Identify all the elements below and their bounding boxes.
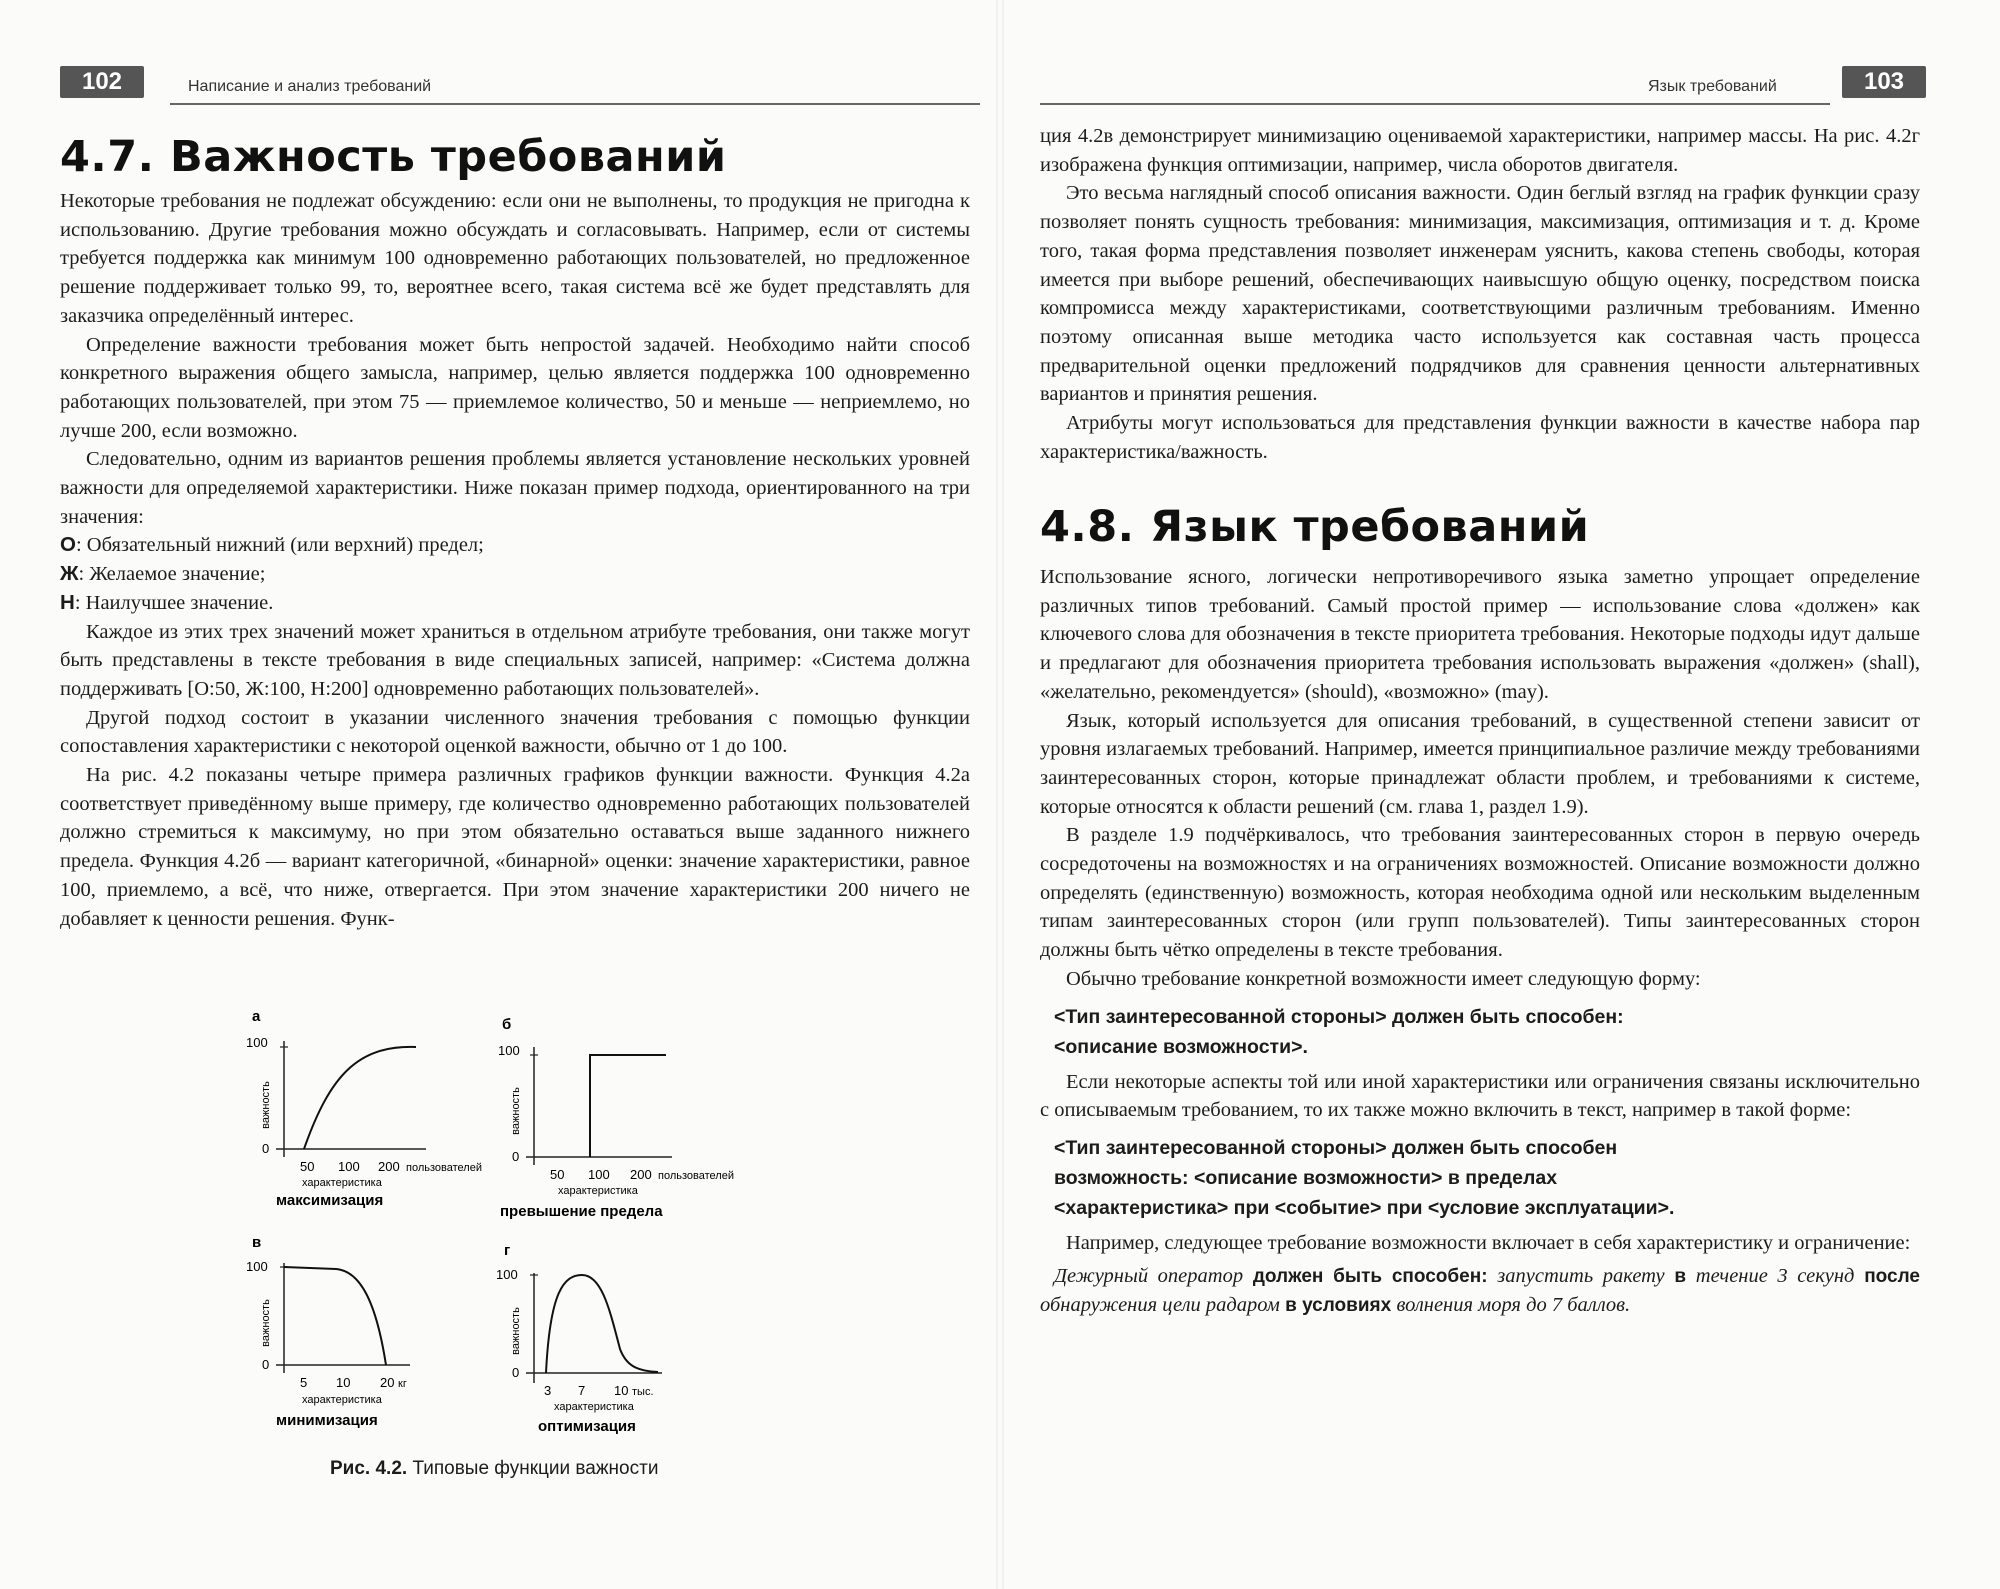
paragraph: Определение важности требования может быть непростой задачей. Необходимо найти способ конкретного выражения общего замысла, например, целью является поддержка 100 одновременно работающих пользователей, при этом 75 — приемлемое количество, 50 и меньше — неприемлемо, но лучше 200, если возможно. bbox=[60, 333, 970, 442]
level-item bbox=[60, 531, 970, 560]
example-keyword: в условиях bbox=[1279, 1295, 1397, 1317]
example-capability: запустить ракету bbox=[1497, 1264, 1665, 1287]
x-tick-label: 100 bbox=[338, 1159, 360, 1174]
level-key: О bbox=[60, 533, 76, 557]
x-tick-label: 7 bbox=[578, 1383, 586, 1398]
y-axis-label: важность bbox=[260, 1081, 272, 1129]
page-number-left: 102 bbox=[60, 66, 144, 98]
level-text: : Желаемое значение; bbox=[78, 563, 266, 586]
paragraph: Следовательно, одним из вариантов решения проблемы является установление нескольких уровней важности для определяемой характеристики. Ниже показан пример подхода, ориентированного на три значения: bbox=[60, 448, 970, 528]
y-max-label: 100 bbox=[496, 1267, 518, 1282]
paragraph: Некоторые требования не подлежат обсуждению: если они не выполнены, то продукция не пригодна к использованию. Другие требования можно обсуждать и согласовывать. Например, если от системы требуется поддержка как минимум 100 одновременно работающих пользователей, но предложенное решение поддерживает только 99, то, вероятнее всего, такая система всё же будет представлять для заказчика определённый интерес. bbox=[60, 190, 970, 327]
paragraph: Другой подход состоит в указании численного значения требования с помощью функции сопоставления характеристики с некоторой оценкой важности, обычно от 1 до 100. bbox=[60, 706, 970, 758]
paragraph: Язык, который используется для описания требований, в существенной степени зависит от уровня излагаемых требований. Например, имеется принципиальное различие между требованиями заинтересованных сторон, которые принадлежат области проблем, и требованиями к системе, которые относятся к области решений (см. глава 1, раздел 1.9). bbox=[1040, 709, 1920, 818]
x-tick-label: 10 bbox=[336, 1375, 351, 1390]
figure-caption bbox=[330, 1458, 658, 1480]
example-keyword: должен быть способен: bbox=[1243, 1265, 1498, 1287]
example-actor: Дежурный оператор bbox=[1054, 1264, 1244, 1287]
example-condition: волнения моря до 7 баллов. bbox=[1396, 1294, 1631, 1317]
paragraph: На рис. 4.2 показаны четыре примера различных графиков функции важности. Функция 4.2а соответствует приведённому выше примеру, где количество одновременно работающих пользователей должно стремиться к максимуму, но при этом обязательно оставаться выше заданного нижнего предела. Функция 4.2б — вариант категоричной, «бинарной» оценки: значение характеристики, равное 100, приемлемо, а всё, что ниже, отвергается. При этом значение характеристики 200 ничего не добавляет к ценности решения. Функ- bbox=[60, 764, 970, 930]
panel-letter: б bbox=[502, 1016, 512, 1033]
y-zero-label: 0 bbox=[262, 1357, 270, 1372]
template-line: <описание возможности>. bbox=[1054, 1035, 1308, 1058]
left-body-text bbox=[60, 187, 970, 933]
level-item bbox=[60, 589, 970, 618]
x-tick-label: 10 bbox=[614, 1383, 629, 1398]
requirement-template-2 bbox=[1054, 1133, 1920, 1223]
optimization-curve bbox=[546, 1275, 658, 1373]
running-head-title-right: Язык требований bbox=[1648, 78, 1777, 95]
x-unit-label: пользователей bbox=[658, 1170, 734, 1182]
x-tick-label: 3 bbox=[544, 1383, 552, 1398]
paragraph: В разделе 1.9 подчёркивалось, что требования заинтересованных сторон в первую очередь сосредоточены на возможностях и на ограничениях возможностей. Описание возможности должно определять (единственную) возможность, которая необходима одной или нескольким выделенным типам заинтересованных сторон (или групп пользователей). Типы заинтересованных сторон должны быть чётко определены в тексте требования. bbox=[1040, 824, 1920, 962]
panel-title: минимизация bbox=[276, 1412, 378, 1429]
x-tick-label: 50 bbox=[550, 1167, 565, 1182]
x-axis-label: характеристика bbox=[554, 1401, 634, 1413]
header-rule-right bbox=[1040, 103, 1830, 105]
figure-4-2 bbox=[240, 1005, 760, 1495]
x-unit-label: пользователей bbox=[406, 1162, 482, 1174]
x-axis-label: характеристика bbox=[302, 1177, 382, 1189]
maximization-curve bbox=[304, 1047, 416, 1149]
section-heading-4-7: 4.7. Важность требований bbox=[60, 132, 727, 182]
importance-functions-figure bbox=[240, 1005, 760, 1455]
example-time: течение 3 секунд bbox=[1695, 1264, 1855, 1287]
level-key: Ж bbox=[60, 562, 79, 586]
y-max-label: 100 bbox=[246, 1035, 268, 1050]
running-head-right bbox=[1040, 66, 1920, 108]
section-heading-4-8: 4.8. Язык требований bbox=[1040, 502, 1590, 552]
template-line: <характеристика> при <событие> при <условие эксплуатации>. bbox=[1054, 1196, 1675, 1219]
panel-title: максимизация bbox=[276, 1192, 384, 1209]
x-unit-label: тыс. bbox=[632, 1386, 654, 1398]
panel-letter: в bbox=[252, 1234, 262, 1251]
y-axis-label: важность bbox=[510, 1307, 522, 1355]
panel-v bbox=[246, 1234, 410, 1429]
x-axis-label: характеристика bbox=[558, 1185, 638, 1197]
caption-text: Типовые функции важности bbox=[407, 1458, 659, 1479]
template-line: <Тип заинтересованной стороны> должен быть способен bbox=[1054, 1136, 1618, 1159]
template-line: возможность: <описание возможности> в пределах bbox=[1054, 1166, 1558, 1189]
y-max-label: 100 bbox=[498, 1043, 520, 1058]
panel-g bbox=[496, 1242, 662, 1435]
y-axis-label: важность bbox=[510, 1087, 522, 1135]
paragraph: Каждое из этих трех значений может храниться в отдельном атрибуте требования, они также могут быть представлены в тексте требования в виде специальных записей, например: «Система должна поддерживать [О:50, Ж:100, Н:200] одновременно работающих пользователей». bbox=[60, 620, 970, 700]
example-keyword: в bbox=[1664, 1265, 1696, 1287]
x-tick-label: 20 bbox=[380, 1375, 395, 1390]
x-tick-label: 50 bbox=[300, 1159, 315, 1174]
template-line: <Тип заинтересованной стороны> должен быть способен: bbox=[1054, 1005, 1624, 1028]
caption-label: Рис. 4.2. bbox=[330, 1458, 408, 1479]
x-axis-label: характеристика bbox=[302, 1394, 382, 1406]
y-max-label: 100 bbox=[246, 1259, 268, 1274]
level-item bbox=[60, 560, 970, 589]
threshold-curve bbox=[590, 1055, 666, 1157]
running-head-left bbox=[60, 66, 980, 108]
x-tick-label: 100 bbox=[588, 1167, 610, 1182]
right-page bbox=[1000, 0, 2000, 1589]
paragraph: Обычно требование конкретной возможности имеет следующую форму: bbox=[1066, 967, 1701, 990]
level-text: : Наилучшее значение. bbox=[74, 591, 274, 614]
paragraph: Например, следующее требование возможности включает в себя характеристику и ограничение: bbox=[1066, 1231, 1911, 1254]
requirement-example bbox=[1040, 1262, 1920, 1321]
x-unit-label: кг bbox=[398, 1378, 407, 1390]
panel-letter: а bbox=[252, 1008, 261, 1025]
paragraph: ция 4.2в демонстрирует минимизацию оцениваемой характеристики, например массы. На рис. 4.2г изображена функция оптимизации, например, числа оборотов двигателя. bbox=[1040, 125, 1920, 176]
y-axis-label: важность bbox=[260, 1299, 272, 1347]
level-text: : Обязательный нижний (или верхний) предел; bbox=[75, 534, 484, 557]
right-body-top bbox=[1040, 122, 1920, 466]
panel-letter: г bbox=[504, 1242, 511, 1259]
y-zero-label: 0 bbox=[512, 1365, 520, 1380]
paragraph: Атрибуты могут использоваться для представления функции важности в качестве набора пар характеристика/важность. bbox=[1040, 412, 1920, 463]
header-rule-left bbox=[170, 103, 980, 105]
x-tick-label: 200 bbox=[630, 1167, 652, 1182]
paragraph: Это весьма наглядный способ описания важности. Один беглый взгляд на график функции сразу позволяет понять сущность требования: минимизация, максимизация, оптимизация и т. д. Кроме того, такая форма представления позволяет инженерам уяснить, какова степень свободы, которая имеется при выборе решений, обеспечивающих наивысшую общую оценку, посредством поиска компромисса между характеристиками, соответствующими различным требованиям. Именно поэтому описанная выше методика часто используется как составная часть процесса предварительной оценки предложений подрядчиков для сравнения ценности альтернативных вариантов и принятия решения. bbox=[1040, 182, 1920, 406]
example-keyword: после bbox=[1854, 1265, 1920, 1287]
requirement-template-1 bbox=[1054, 1002, 1920, 1062]
x-tick-label: 200 bbox=[378, 1159, 400, 1174]
panel-title: оптимизация bbox=[538, 1418, 636, 1435]
paragraph: Если некоторые аспекты той или иной характеристики или ограничения связаны исключительно с описываемым требованием, то их также можно включить в текст, например в такой форме: bbox=[1040, 1070, 1920, 1122]
panel-a bbox=[246, 1008, 482, 1209]
right-body-bottom bbox=[1040, 563, 1920, 1321]
minimization-curve bbox=[284, 1267, 386, 1365]
paragraph: Использование ясного, логически непротиворечивого языка заметно упрощает определение различных типов требований. Самый простой пример — использование слова «должен» как ключевого слова для обозначения в тексте приоритета требования. Некоторые подходы идут дальше и предлагают для обозначения приоритета требования использовать выражения «должен» (shall), «желательно, рекомендуется» (should), «возможно» (may). bbox=[1040, 566, 1920, 703]
panel-b bbox=[498, 1016, 734, 1220]
page-number-right: 103 bbox=[1842, 66, 1926, 98]
y-zero-label: 0 bbox=[262, 1141, 270, 1156]
panel-title: превышение предела bbox=[500, 1203, 663, 1220]
example-event: обнаружения цели радаром bbox=[1040, 1294, 1280, 1317]
level-key: Н bbox=[60, 590, 75, 614]
y-zero-label: 0 bbox=[512, 1149, 520, 1164]
running-head-title-left: Написание и анализ требований bbox=[188, 78, 432, 95]
x-tick-label: 5 bbox=[300, 1375, 308, 1390]
